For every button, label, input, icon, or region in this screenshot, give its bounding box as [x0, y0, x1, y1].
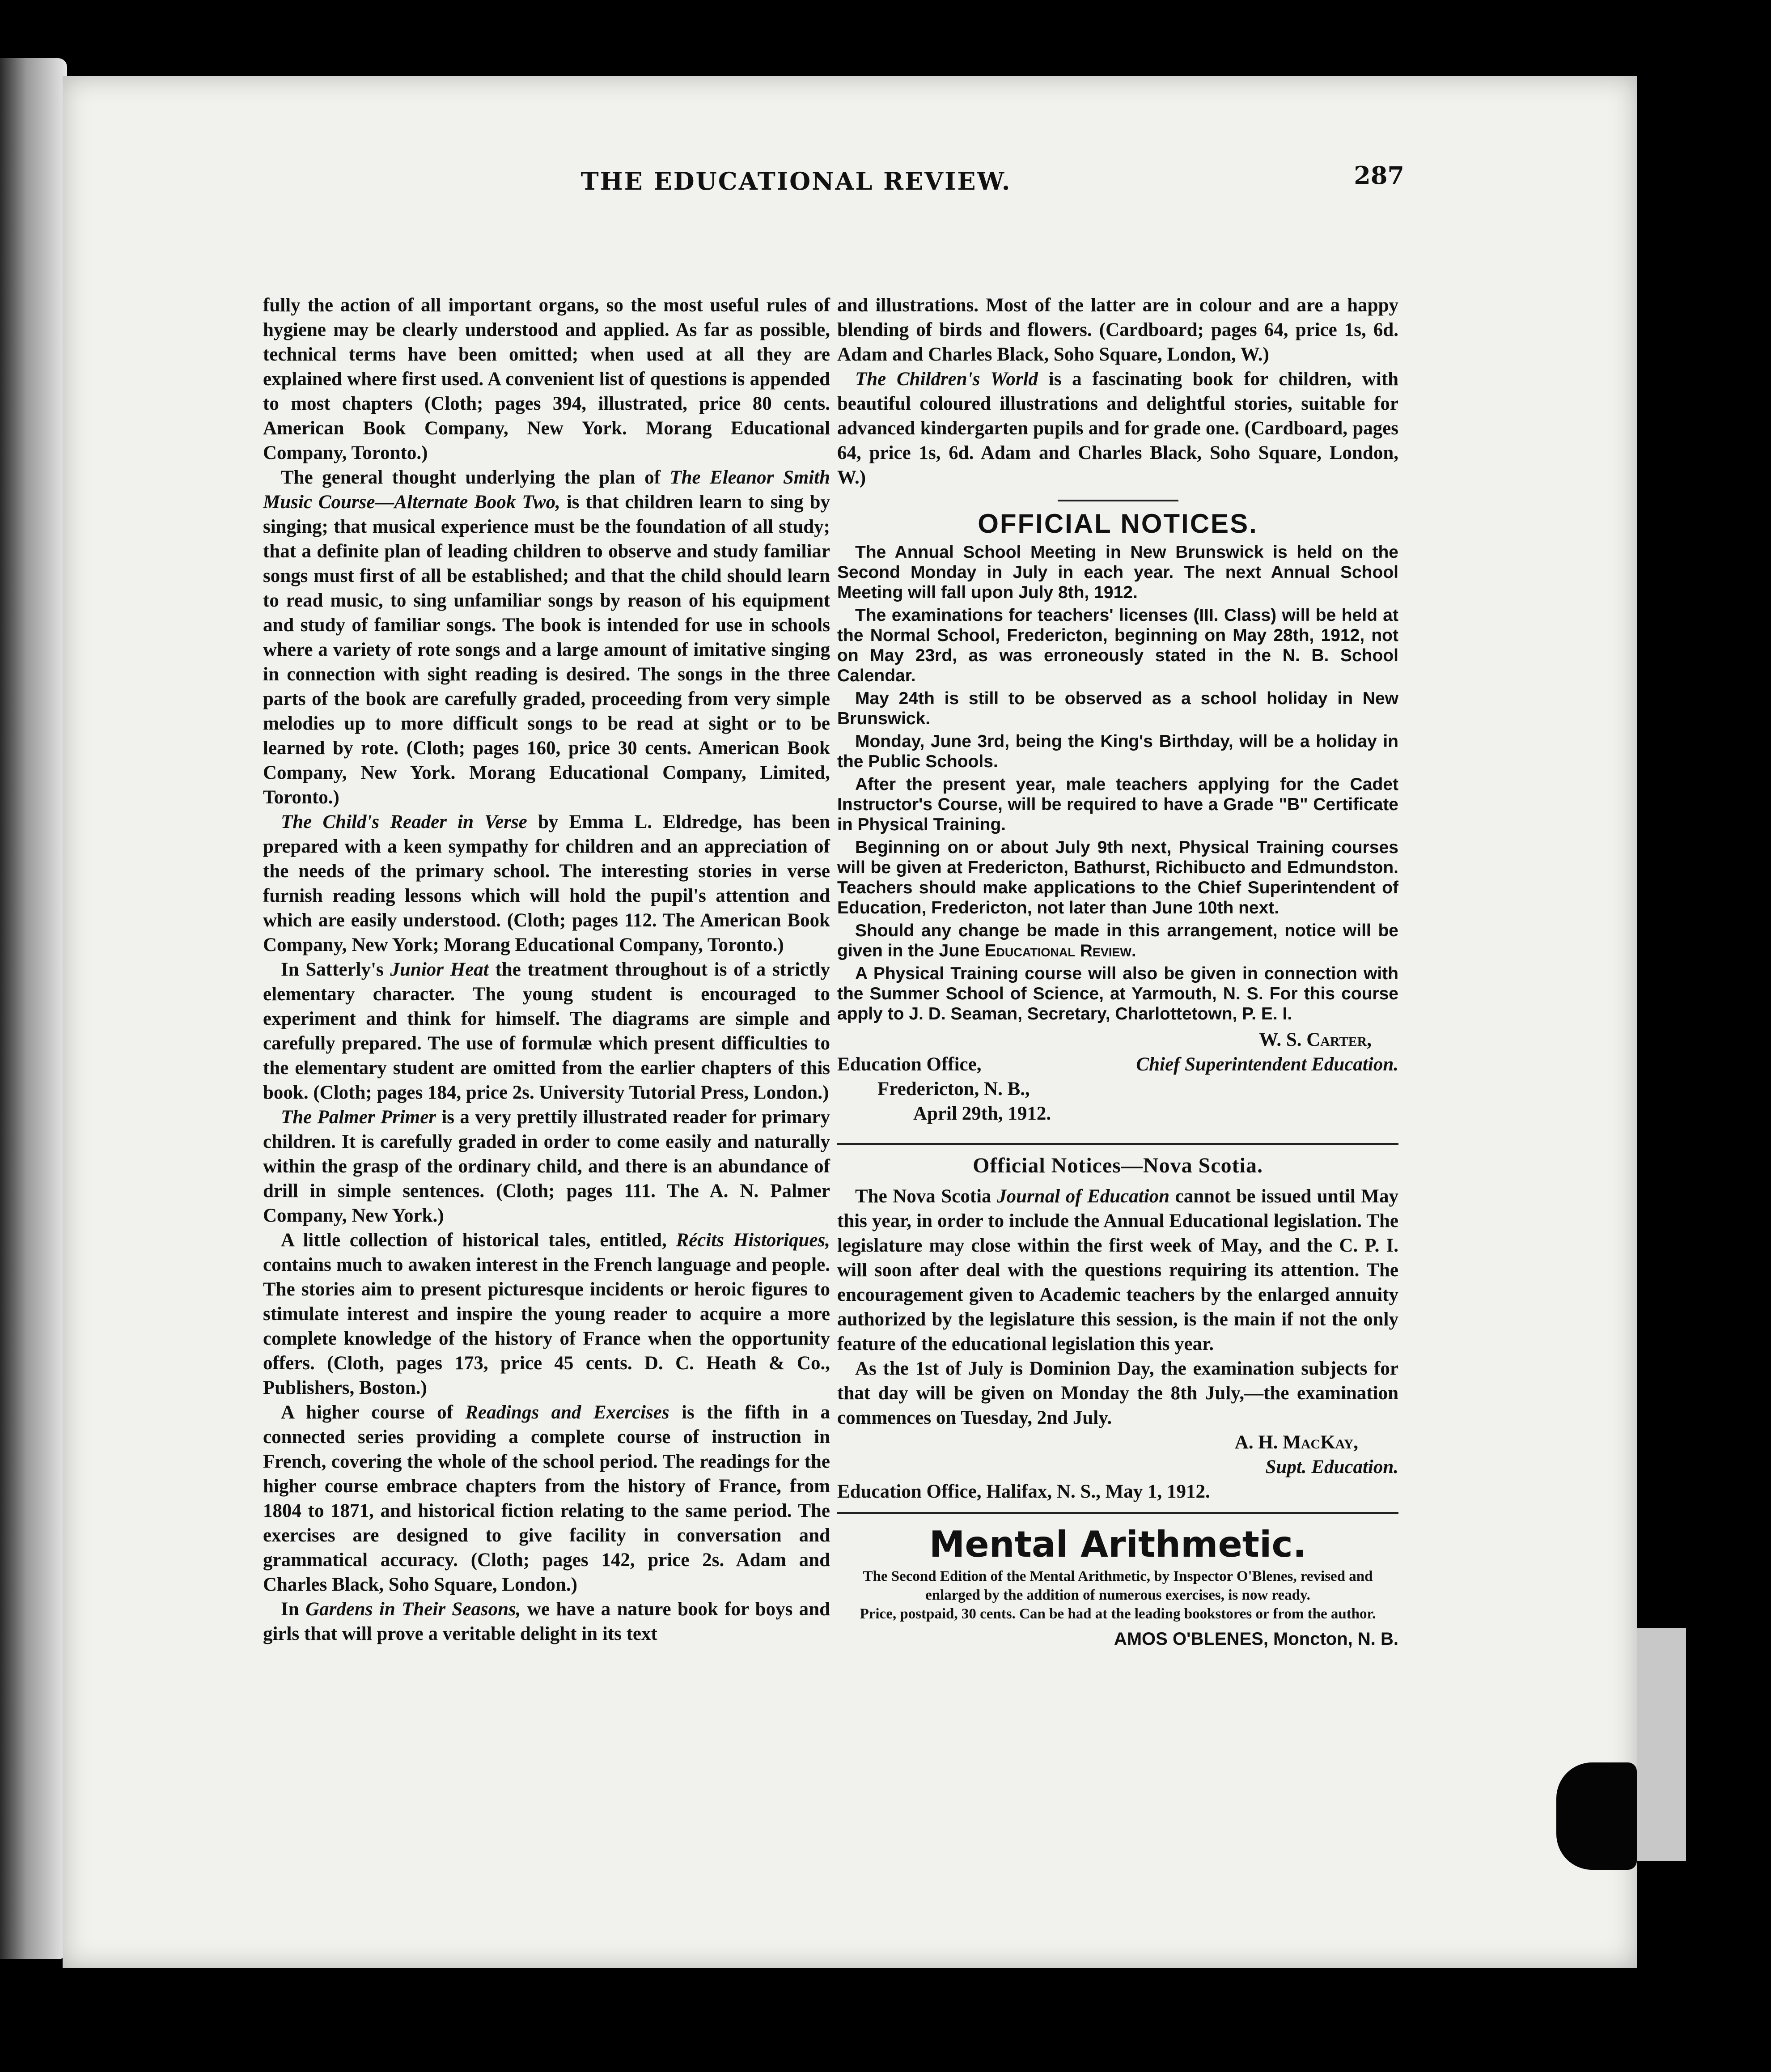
notice-paragraph: After the present year, male teachers applying for the Cadet Instructor's Course, will be required to have a Grade "B" Certificate in Physical Training. — [837, 775, 1398, 834]
nb-notices — [837, 542, 1398, 1024]
book-title: The Children's World — [855, 369, 1038, 390]
office-label: Education Office, — [837, 1054, 982, 1075]
notice-paragraph: The examinations for teachers' licenses (III. Class) will be held at the Normal School, Fredericton, beginning on May 28th, 1912, not on May 23rd, as was erroneously stated in the N. B. School Calendar. — [837, 606, 1398, 685]
book-title: Junior Heat — [390, 959, 489, 980]
review-paragraph: The Palmer Primer is a very prettily illustrated reader for primary children. It is carefully graded in order to come easily and naturally within the grasp of the ordinary child, and there is an abundance of drill in simple sentences. (Cloth; pages 111. The A. N. Palmer Company, New York.) — [263, 1107, 830, 1226]
nb-signature — [837, 1028, 1398, 1126]
advert-heading: Mental Arithmetic. — [929, 1524, 1307, 1565]
review-paragraph: In Satterly's Junior Heat the treatment throughout is of a strictly elementary character. The young student is encouraged to experiment and think for himself. The diagrams are simple and carefully prepared. The use of formulæ which present difficulties to the elementary student are omitted from the earlier chapters of this book. (Cloth; pages 184, price 2s. University Tutorial Press, London.) — [263, 959, 830, 1103]
notice-paragraph: The Annual School Meeting in New Brunswick is held on the Second Monday in July in each year. The next Annual School Meeting will fall upon July 8th, 1912. — [837, 543, 1398, 602]
review-paragraph: In Gardens in Their Seasons, we have a nature book for boys and girls that will prove a veritable delight in its text — [263, 1599, 830, 1644]
notice-paragraph: Monday, June 3rd, being the King's Birthday, will be a holiday in the Public Schools. — [837, 732, 1398, 771]
book-title: The Palmer Primer — [281, 1107, 436, 1128]
book-title: Récits Historiques, — [676, 1230, 830, 1251]
notice-paragraph: Should any change be made in this arrangement, notice will be given in the June Educational Review. — [837, 921, 1398, 960]
book-spine — [0, 58, 67, 1959]
book-title: The Eleanor Smith Music Course—Alternate Book Two, — [263, 467, 830, 513]
review-paragraph: A little collection of historical tales, entitled, Récits Historiques, contains much to awaken interest in the French language and people. The stories aim to present picturesque incidents or heroic figures to stimulate interest and inspire the young reader to acquire a more complete knowledge of the history of France when the opportunity offers. (Cloth, pages 173, price 45 cents. D. C. Heath & Co., Publishers, Boston.) — [263, 1230, 830, 1398]
running-header: THE EDUCATIONAL REVIEW. — [580, 167, 1012, 195]
page-edge-tab — [1637, 1628, 1686, 1861]
advert-price: Price, postpaid, 30 cents. Can be had at the leading bookstores or from the author. — [860, 1606, 1376, 1622]
review-paragraph: The general thought underlying the plan of The Eleanor Smith Music Course—Alternate Book Two, is that children learn to sing by singing; that musical experience must be the foundation of all study; that a definite plan of leading children to observe and study familiar songs must first of all be established; and that the child should learn to read music, to sing unfamiliar songs by reason of his equipment and study of familiar songs. The book is intended for use in schools where a variety of rote songs and a large amount of imitative singing in connection with sight reading is desired. The songs in the three parts of the book are carefully graded, proceeding from very simple melodies up to more difficult songs to be read at sight or to be learned by rote. (Cloth; pages 160, price 30 cents. American Book Company, New York. Morang Educational Company, Limited, Toronto.) — [263, 467, 830, 808]
advert-body: The Second Edition of the Mental Arithmetic, by Inspector O'Blenes, revised and enlarged by the addition of numerous exercises, is now ready. — [863, 1568, 1373, 1603]
section-divider — [837, 1143, 1398, 1145]
notice-paragraph: Beginning on or about July 9th next, Physical Training courses will be given at Fredericton, Bathurst, Richibucto and Edmundston. Teachers should make applications to the Chief Superintendent of Education, Fredericton, not later than June 10th next. — [837, 838, 1398, 917]
notice-paragraph: May 24th is still to be observed as a school holiday in New Brunswick. — [837, 689, 1398, 728]
ns-office: Education Office, Halifax, N. S., May 1, 1912. — [837, 1481, 1210, 1502]
book-title: The Child's Reader in Verse — [281, 811, 527, 832]
review-paragraph: The Child's Reader in Verse by Emma L. Eldredge, has been prepared with a keen sympathy for children and an appreciation of the needs of the primary school. The interesting stories in verse furnish reading lessons which will hold the pupil's attention and which are easily understood. (Cloth; pages 112. The American Book Company, New York; Morang Educational Company, Toronto.) — [263, 811, 830, 955]
date-label: April 29th, 1912. — [913, 1103, 1051, 1124]
official-notices-heading: OFFICIAL NOTICES. — [978, 509, 1258, 539]
ns-signatory-title: Supt. Education. — [1265, 1456, 1398, 1478]
section-divider — [1058, 500, 1178, 501]
section-divider — [837, 1512, 1398, 1514]
book-title: Gardens in Their Seasons, — [305, 1599, 521, 1620]
nova-scotia-heading: Official Notices—Nova Scotia. — [973, 1154, 1263, 1177]
binder-clip — [1556, 1762, 1637, 1870]
advert-signature: AMOS O'BLENES, Moncton, N. B. — [1114, 1629, 1398, 1649]
place-label: Fredericton, N. B., — [877, 1078, 1030, 1100]
review-paragraph: The Children's World is a fascinating book for children, with beautiful coloured illustrations and delightful stories, suitable for advanced kindergarten pupils and for grade one. (Cardboard, pages 64, price 1s, 6d. Adam and Charles Black, Soho Square, London, W.) — [837, 369, 1399, 488]
signatory-name: W. S. Carter, — [1259, 1029, 1372, 1050]
ns-paragraph: The Nova Scotia Journal of Education cannot be issued until May this year, in order to include the Annual Educational legislation. The legislature may close within the first week of May, and the C. P. I. will soon after deal with the questions requiring its attention. The encouragement given to Academic teachers by the enlarged annuity authorized by the legislature this session, is the main if not the only feature of the educational legislation this year. — [837, 1186, 1398, 1354]
review-paragraph: and illustrations. Most of the latter are in colour and are a happy blending of birds and flowers. (Cardboard; pages 64, price 1s, 6d. Adam and Charles Black, Soho Square, London, W.) — [837, 295, 1398, 365]
publication-title: Journal of Education — [997, 1186, 1170, 1207]
review-paragraph: fully the action of all important organs, so the most useful rules of hygiene may be clearly understood and applied. As far as possible, technical terms have been omitted; when used at all they are explained where first used. A convenient list of questions is appended to most chapters (Cloth; pages 394, illustrated, price 80 cents. American Book Company, New York. Morang Educational Company, Toronto.) — [263, 295, 830, 463]
review-paragraph: A higher course of Readings and Exercises is the fifth in a connected series providing a complete course of instruction in French, covering the whole of the school period. The readings for the higher course embrace chapters from the history of France, from 1804 to 1871, and historical fiction relating to the same period. The exercises are designed to give facility in conversation and grammatical accuracy. (Cloth; pages 142, price 2s. Adam and Charles Black, Soho Square, London.) — [263, 1402, 830, 1595]
left-column — [263, 293, 830, 1646]
page-number: 287 — [1354, 161, 1404, 190]
right-column — [837, 293, 1398, 1652]
signatory-title: Chief Superintendent Education. — [1136, 1054, 1398, 1075]
ns-signatory-name: A. H. MacKay, — [1234, 1432, 1358, 1453]
book-title: Readings and Exercises — [465, 1402, 669, 1423]
notice-paragraph: A Physical Training course will also be given in connection with the Summer School of Science, at Yarmouth, N. S. For this course apply to J. D. Seaman, Secretary, Charlottetown, P. E. I. — [837, 964, 1398, 1023]
ns-paragraph: As the 1st of July is Dominion Day, the examination subjects for that day will be given on Monday the 8th July,—the examination commences on Tuesday, 2nd July. — [837, 1358, 1398, 1428]
